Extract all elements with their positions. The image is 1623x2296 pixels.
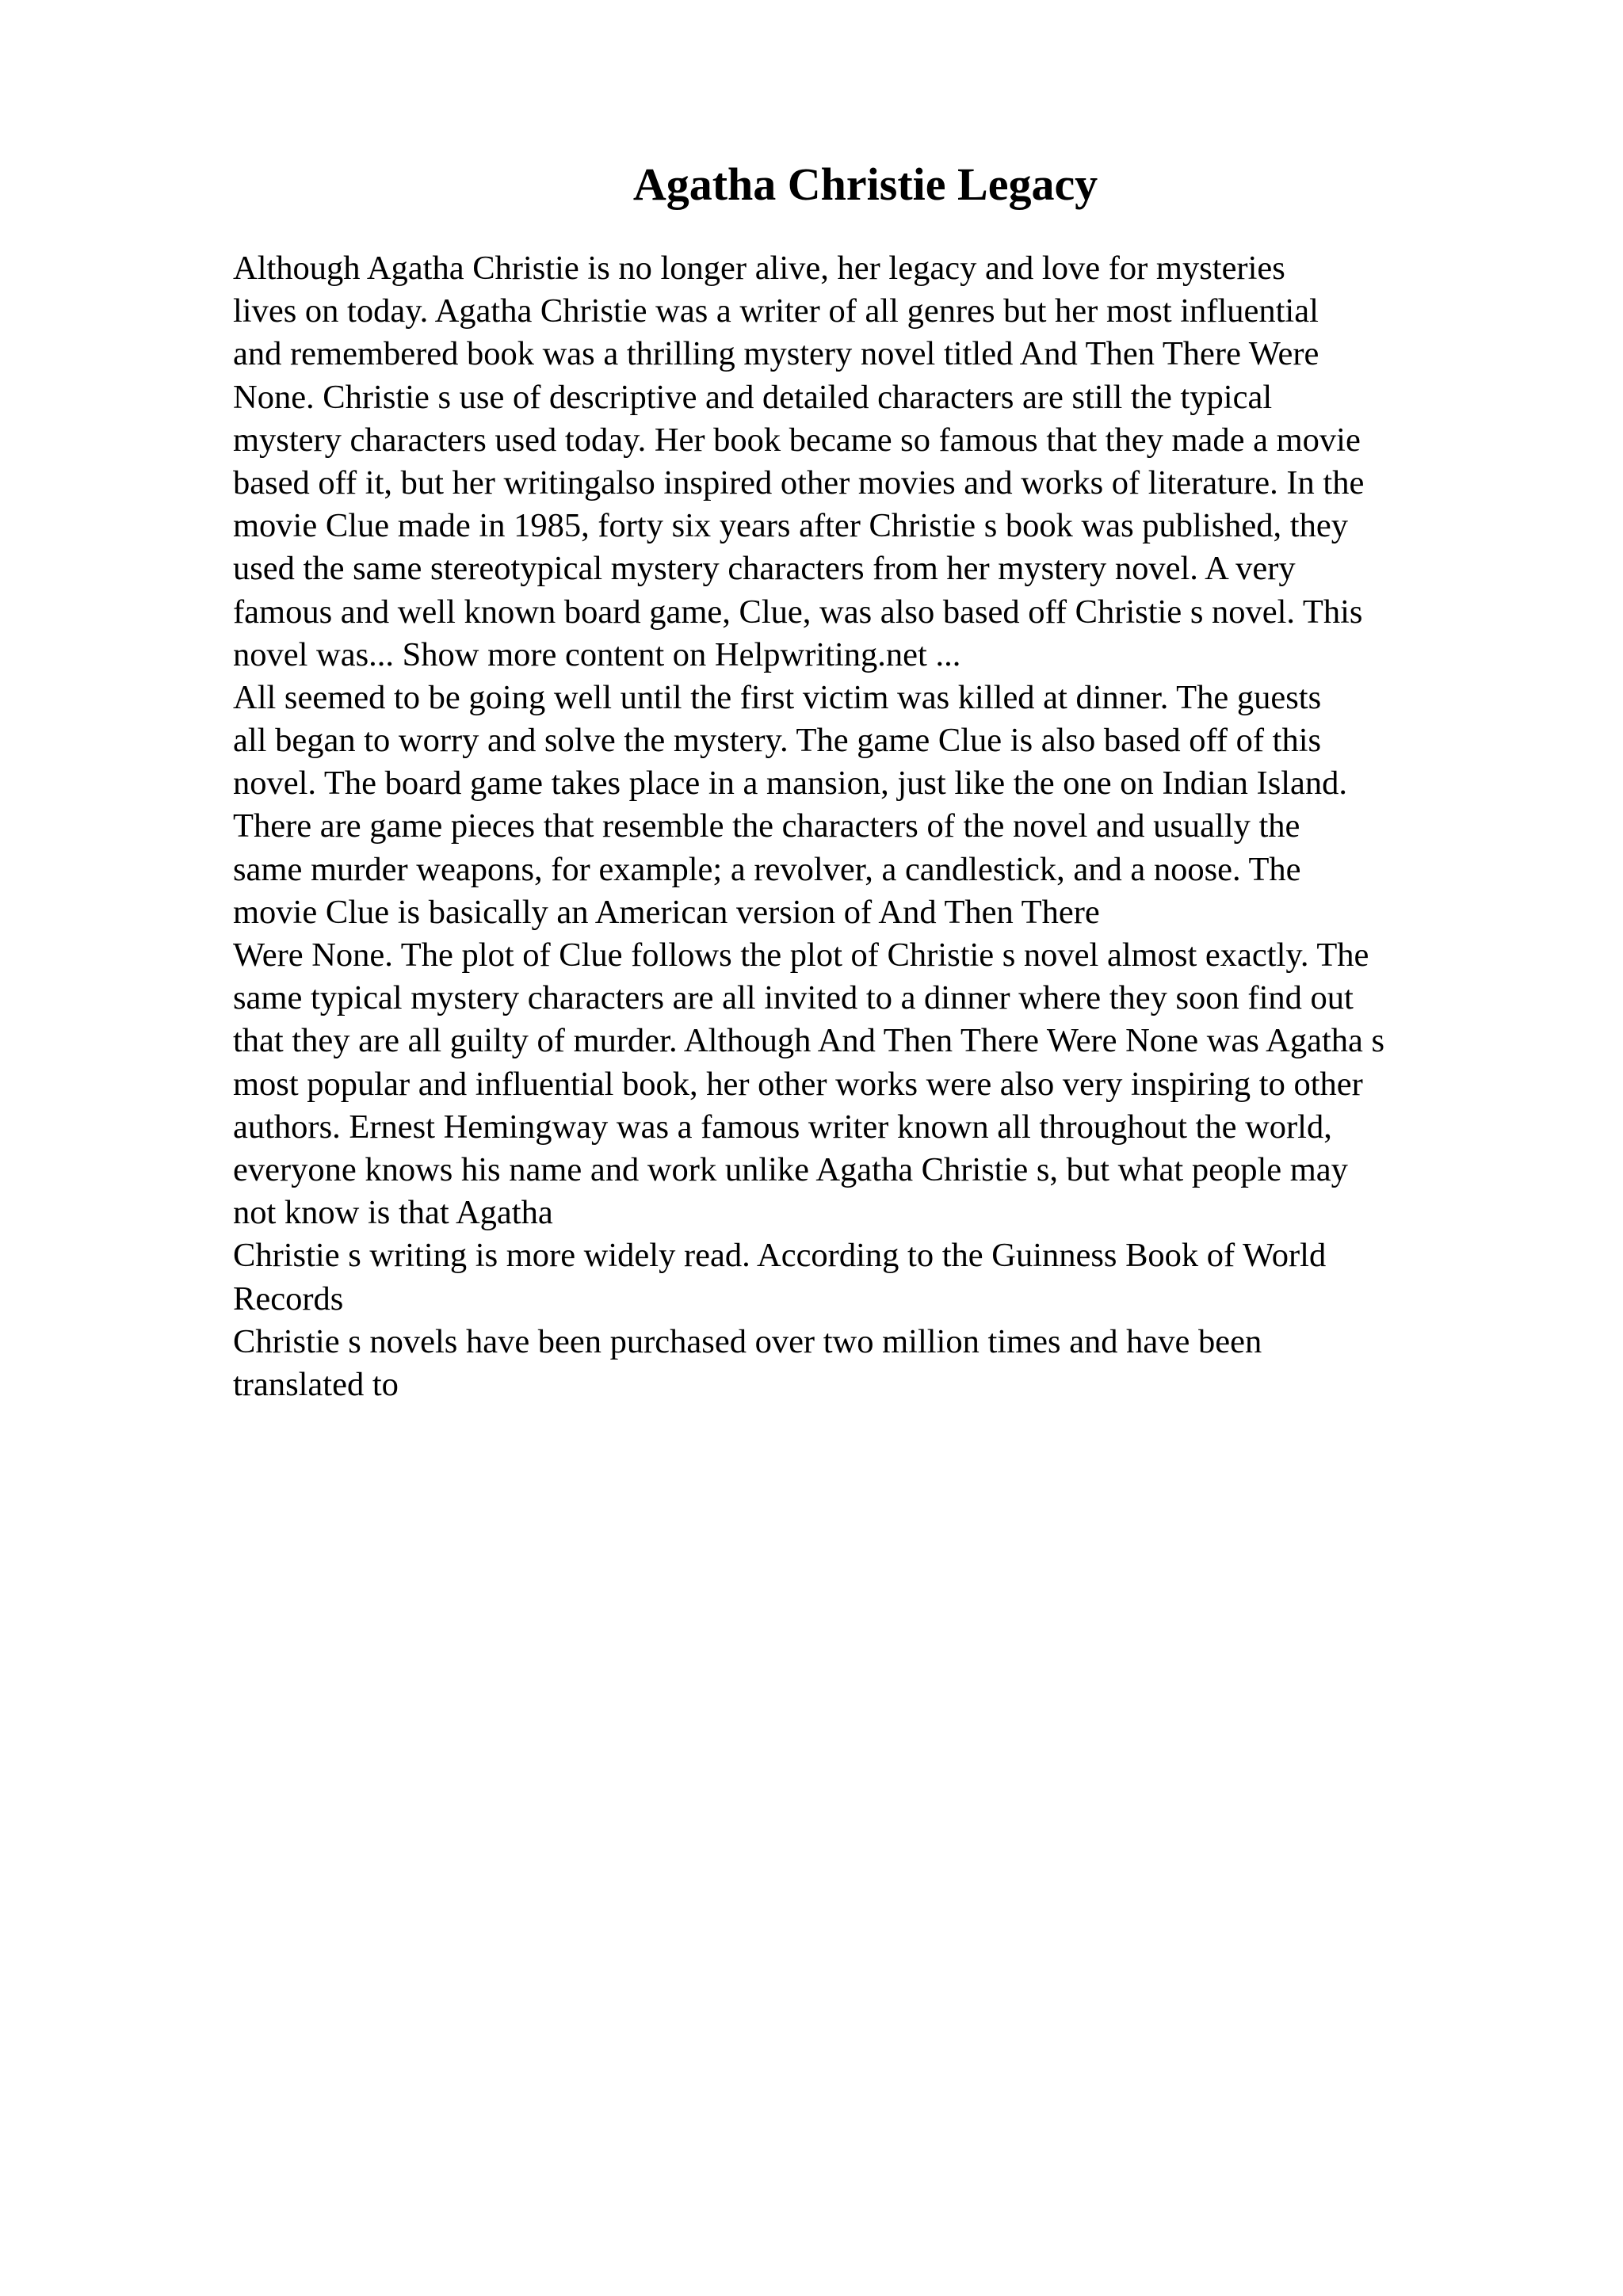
document-body	[233, 247, 1612, 1406]
body-line: novel was... Show more content on Helpwriting.net ...	[233, 635, 961, 673]
body-line: mystery characters used today. Her book became so famous that they made a movie	[233, 421, 1361, 459]
body-line: movie Clue is basically an American version of And Then There	[233, 893, 1100, 931]
body-line: based off it, but her writingalso inspired other movies and works of literature. In the	[233, 463, 1365, 502]
body-line: movie Clue made in 1985, forty six years after Christie s book was published, they	[233, 507, 1348, 545]
body-line: authors. Ernest Hemingway was a famous writer known all throughout the world,	[233, 1108, 1332, 1146]
body-line: all began to worry and solve the mystery. The game Clue is also based off of this	[233, 722, 1322, 760]
body-line: There are game pieces that resemble the characters of the novel and usually the	[233, 807, 1300, 845]
body-line: None. Christie s use of descriptive and detailed characters are still the typical	[233, 378, 1273, 416]
body-line: Christie s novels have been purchased over two million times and have been	[233, 1322, 1262, 1360]
document-title: Agatha Christie Legacy	[632, 158, 1098, 210]
body-line: Although Agatha Christie is no longer alive, her legacy and love for mysteries	[233, 250, 1285, 287]
body-line: not know is that Agatha	[233, 1194, 553, 1232]
body-line: translated to	[233, 1365, 399, 1403]
body-line: most popular and influential book, her other works were also very inspiring to other	[233, 1065, 1363, 1103]
body-line: Records	[233, 1280, 344, 1318]
body-line: same murder weapons, for example; a revolver, a candlestick, and a noose. The	[233, 850, 1301, 888]
body-line: everyone knows his name and work unlike Agatha Christie s, but what people may	[233, 1150, 1348, 1188]
body-line: Christie s writing is more widely read. According to the Guinness Book of World	[233, 1237, 1327, 1275]
body-line: lives on today. Agatha Christie was a writer of all genres but her most influential	[233, 292, 1319, 330]
body-line: novel. The board game takes place in a mansion, just like the one on Indian Island.	[233, 765, 1348, 803]
body-line: same typical mystery characters are all invited to a dinner where they soon find out	[233, 979, 1354, 1017]
body-line: and remembered book was a thrilling mystery novel titled And Then There Were	[233, 335, 1319, 373]
body-line: Were None. The plot of Clue follows the plot of Christie s novel almost exactly. The	[233, 936, 1369, 974]
body-line: famous and well known board game, Clue, was also based off Christie s novel. This	[233, 593, 1363, 631]
body-line: that they are all guilty of murder. Although And Then There Were None was Agatha s	[233, 1022, 1385, 1060]
body-line: used the same stereotypical mystery characters from her mystery novel. A very	[233, 550, 1296, 588]
body-line: All seemed to be going well until the first victim was killed at dinner. The guests	[233, 678, 1322, 716]
